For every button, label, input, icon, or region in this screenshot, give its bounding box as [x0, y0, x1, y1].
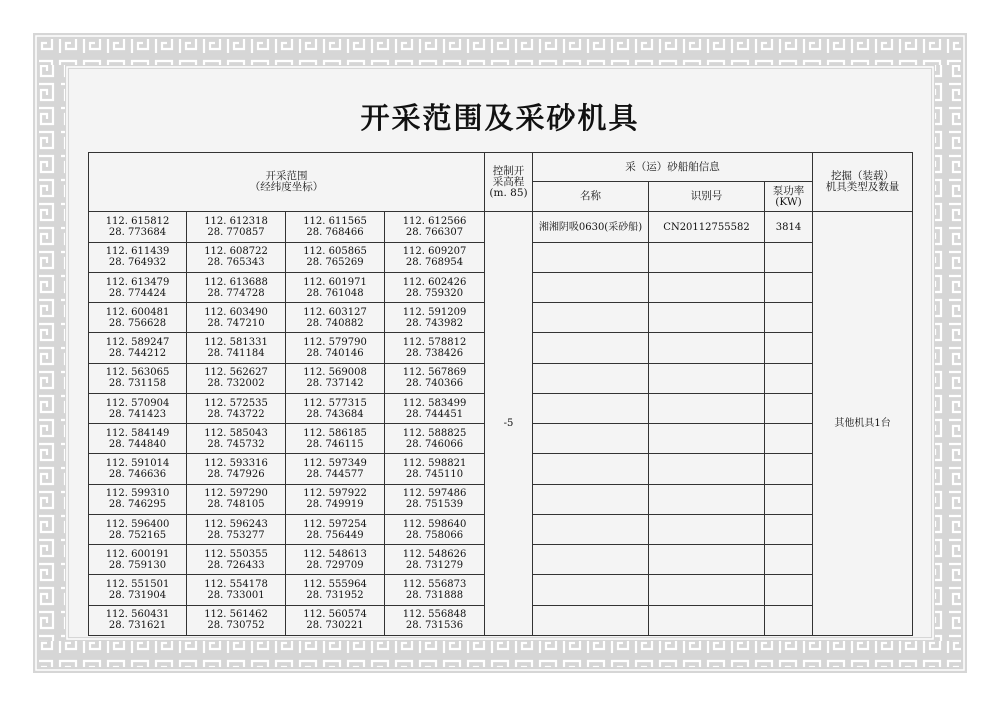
coordinate-cell: 112. 560574 28. 730221	[286, 605, 385, 635]
ship-pump-cell	[765, 303, 813, 333]
ship-pump-cell	[765, 454, 813, 484]
ship-name-cell	[533, 545, 649, 575]
coordinate-cell: 112. 572535 28. 743722	[187, 393, 286, 423]
ship-pump-cell	[765, 605, 813, 635]
ship-id-cell	[649, 393, 765, 423]
ship-name-header: 名称	[533, 182, 649, 212]
ship-pump-cell	[765, 333, 813, 363]
table-row	[89, 212, 913, 242]
coordinate-cell: 112. 578812 28. 738426	[385, 333, 485, 363]
coordinate-cell: 112. 589247 28. 744212	[89, 333, 187, 363]
coordinate-cell: 112. 596243 28. 753277	[187, 514, 286, 544]
coordinate-cell: 112. 612566 28. 766307	[385, 212, 485, 242]
coordinate-cell: 112. 613688 28. 774728	[187, 272, 286, 302]
ship-id-cell: CN20112755582	[649, 212, 765, 242]
ship-id-cell	[649, 454, 765, 484]
coordinate-cell: 112. 609207 28. 768954	[385, 242, 485, 272]
coordinate-cell: 112. 555964 28. 731952	[286, 575, 385, 605]
ship-name-cell	[533, 333, 649, 363]
ship-name-cell	[533, 363, 649, 393]
coordinate-cell: 112. 591014 28. 746636	[89, 454, 187, 484]
coordinate-cell: 112. 601971 28. 761048	[286, 272, 385, 302]
coordinate-cell: 112. 563065 28. 731158	[89, 363, 187, 393]
page-title: 开采范围及采砂机具	[360, 101, 640, 135]
ship-id-cell	[649, 514, 765, 544]
coordinate-cell: 112. 605865 28. 765269	[286, 242, 385, 272]
coordinate-cell: 112. 562627 28. 732002	[187, 363, 286, 393]
ship-id-cell	[649, 484, 765, 514]
ship-id-cell	[649, 333, 765, 363]
equipment-value: 其他机具1台	[813, 212, 913, 636]
ship-name-cell	[533, 272, 649, 302]
coordinate-cell: 112. 600481 28. 756628	[89, 303, 187, 333]
elevation-value: -5	[485, 212, 533, 636]
coordinate-cell: 112. 603127 28. 740882	[286, 303, 385, 333]
coordinate-cell: 112. 593316 28. 747926	[187, 454, 286, 484]
ship-info-header: 采（运）砂船舶信息	[533, 153, 813, 182]
range-header: 开采范围 （经纬度坐标）	[89, 153, 485, 212]
elevation-header: 控制开 采高程 (m. 85)	[485, 153, 533, 212]
coordinate-cell: 112. 577315 28. 743684	[286, 393, 385, 423]
ship-id-cell	[649, 545, 765, 575]
coordinate-cell: 112. 613479 28. 774424	[89, 272, 187, 302]
ship-id-cell	[649, 424, 765, 454]
coordinate-cell: 112. 597349 28. 744577	[286, 454, 385, 484]
ship-name-cell	[533, 454, 649, 484]
ship-pump-cell: 3814	[765, 212, 813, 242]
coordinate-cell: 112. 611565 28. 768466	[286, 212, 385, 242]
ship-pump-cell	[765, 393, 813, 423]
ship-pump-cell	[765, 242, 813, 272]
coordinate-cell: 112. 597290 28. 748105	[187, 484, 286, 514]
ship-pump-cell	[765, 363, 813, 393]
coordinate-cell: 112. 597922 28. 749919	[286, 484, 385, 514]
ship-id-cell	[649, 605, 765, 635]
coordinate-cell: 112. 603490 28. 747210	[187, 303, 286, 333]
coordinate-cell: 112. 581331 28. 741184	[187, 333, 286, 363]
coordinate-cell: 112. 608722 28. 765343	[187, 242, 286, 272]
equipment-header: 挖掘（装载） 机具类型及数量	[813, 153, 913, 212]
coordinate-cell: 112. 556873 28. 731888	[385, 575, 485, 605]
coordinate-cell: 112. 588825 28. 746066	[385, 424, 485, 454]
coordinate-cell: 112. 591209 28. 743982	[385, 303, 485, 333]
ship-name-cell	[533, 242, 649, 272]
coordinate-cell: 112. 596400 28. 752165	[89, 514, 187, 544]
ship-id-cell	[649, 272, 765, 302]
coordinate-cell: 112. 569008 28. 737142	[286, 363, 385, 393]
coordinate-cell: 112. 561462 28. 730752	[187, 605, 286, 635]
ship-pump-cell	[765, 575, 813, 605]
ship-id-cell	[649, 363, 765, 393]
ship-name-cell	[533, 514, 649, 544]
coordinate-cell: 112. 579790 28. 740146	[286, 333, 385, 363]
coordinate-cell: 112. 583499 28. 744451	[385, 393, 485, 423]
ship-pump-cell	[765, 514, 813, 544]
coordinate-cell: 112. 598640 28. 758066	[385, 514, 485, 544]
coordinate-cell: 112. 597486 28. 751539	[385, 484, 485, 514]
coordinate-cell: 112. 548626 28. 731279	[385, 545, 485, 575]
coordinate-cell: 112. 612318 28. 770857	[187, 212, 286, 242]
ship-pump-cell	[765, 272, 813, 302]
coordinate-cell: 112. 570904 28. 741423	[89, 393, 187, 423]
ship-name-cell: 湘湘阴吸0630(采砂船)	[533, 212, 649, 242]
ship-name-cell	[533, 605, 649, 635]
coordinate-cell: 112. 602426 28. 759320	[385, 272, 485, 302]
ship-pump-cell	[765, 484, 813, 514]
coordinate-cell: 112. 584149 28. 744840	[89, 424, 187, 454]
coordinate-cell: 112. 554178 28. 733001	[187, 575, 286, 605]
coordinate-cell: 112. 560431 28. 731621	[89, 605, 187, 635]
ship-id-cell	[649, 242, 765, 272]
coordinate-cell: 112. 586185 28. 746115	[286, 424, 385, 454]
coordinate-cell: 112. 556848 28. 731536	[385, 605, 485, 635]
ship-name-cell	[533, 393, 649, 423]
coordinate-cell: 112. 615812 28. 773684	[89, 212, 187, 242]
mining-info-table	[88, 152, 913, 636]
coordinate-cell: 112. 600191 28. 759130	[89, 545, 187, 575]
pump-power-header: 泵功率 (KW)	[765, 182, 813, 212]
coordinate-cell: 112. 585043 28. 745732	[187, 424, 286, 454]
ship-name-cell	[533, 424, 649, 454]
ship-name-cell	[533, 484, 649, 514]
ship-id-cell	[649, 575, 765, 605]
ship-name-cell	[533, 303, 649, 333]
coordinate-cell: 112. 597254 28. 756449	[286, 514, 385, 544]
ship-pump-cell	[765, 545, 813, 575]
ship-id-header: 识别号	[649, 182, 765, 212]
ship-pump-cell	[765, 424, 813, 454]
ship-name-cell	[533, 575, 649, 605]
coordinate-cell: 112. 551501 28. 731904	[89, 575, 187, 605]
coordinate-cell: 112. 550355 28. 726433	[187, 545, 286, 575]
coordinate-cell: 112. 548613 28. 729709	[286, 545, 385, 575]
ship-id-cell	[649, 303, 765, 333]
coordinate-cell: 112. 611439 28. 764932	[89, 242, 187, 272]
coordinate-cell: 112. 598821 28. 745110	[385, 454, 485, 484]
coordinate-cell: 112. 599310 28. 746295	[89, 484, 187, 514]
coordinate-cell: 112. 567869 28. 740366	[385, 363, 485, 393]
